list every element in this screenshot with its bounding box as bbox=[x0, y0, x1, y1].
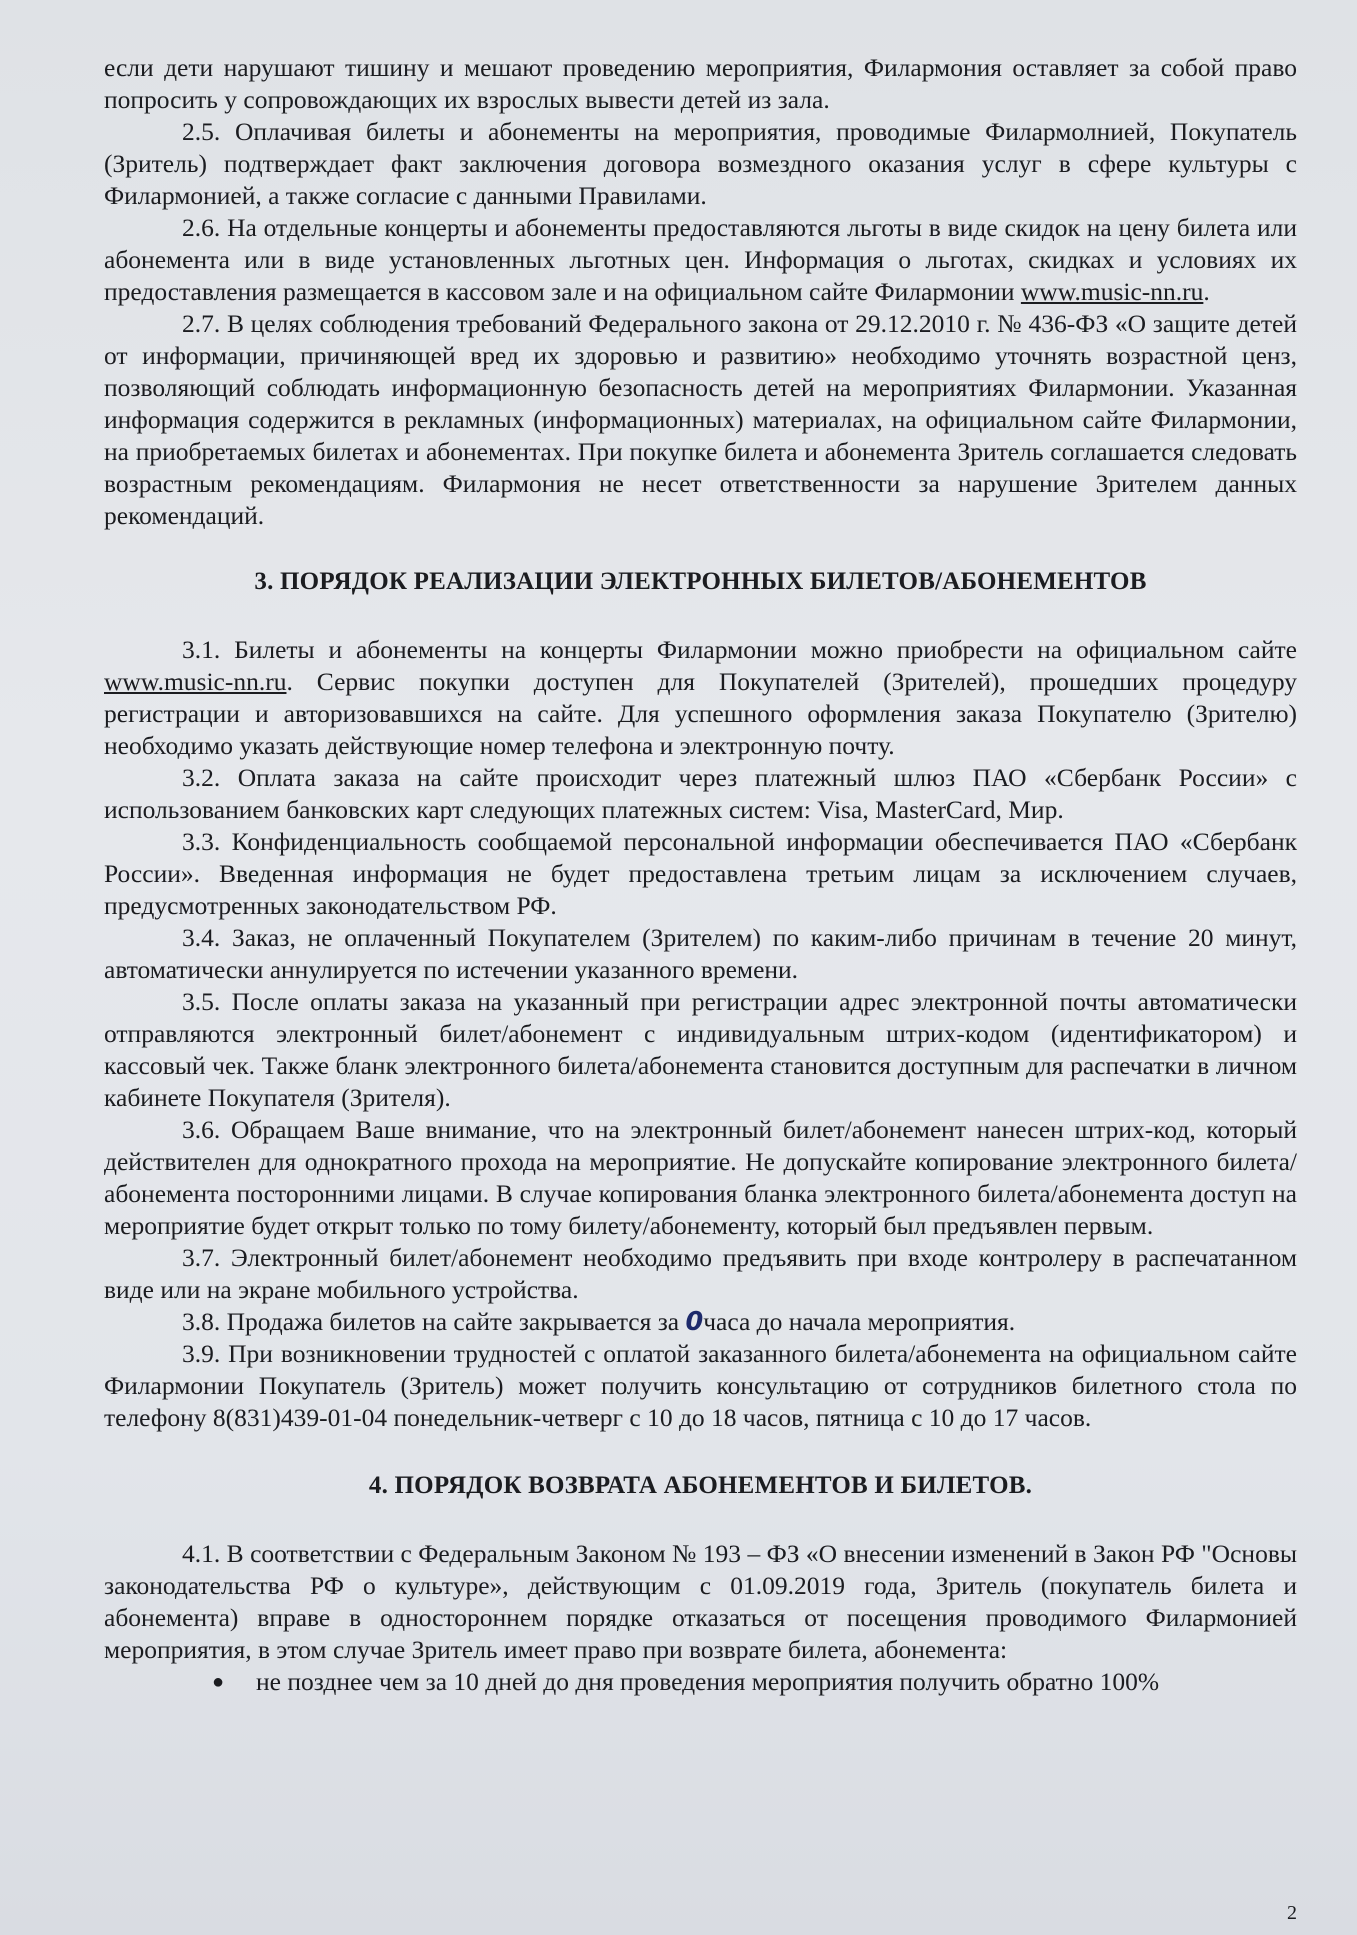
refund-conditions-list bbox=[104, 1666, 1297, 1698]
paragraph-3-8 bbox=[104, 1306, 1297, 1338]
paragraph-2-5: 2.5. Оплачивая билеты и абонементы на мероприятия, проводимые Филармолнией, Покупатель (Зритель) подтверждает факт заключения договора возмездного оказания услуг в сфере культуры с Филармонией, а также согласие с данными Правилами. bbox=[104, 117, 1297, 210]
paragraph-4-1: 4.1. В соответствии с Федеральным Законом № 193 – ФЗ «О внесении изменений в Закон РФ "Основы законодательства РФ о культуре», действующим с 01.09.2019 года, Зритель (покупатель билета и абонемента) вправе в одностороннем порядке отказаться от посещения проводимого Филармонией мероприятия, в этом случае Зритель имеет право при возврате билета, абонемента: bbox=[104, 1539, 1297, 1664]
section-3-heading: 3. ПОРЯДОК РЕАЛИЗАЦИИ ЭЛЕКТРОННЫХ БИЛЕТОВ/АБОНЕМЕНТОВ bbox=[254, 568, 1147, 595]
paragraph-3-5: 3.5. После оплаты заказа на указанный при регистрации адрес электронной почты автоматически отправляются электронный билет/абонемент с индивидуальным штрих-кодом (идентификатором) и кассовый чек. Также бланк электронного билета/абонемента становится доступным для распечатки в личном кабинете Покупателя (Зрителя). bbox=[104, 987, 1297, 1112]
page-number: 2 bbox=[1287, 1902, 1297, 1924]
paragraph-3-7: 3.7. Электронный билет/абонемент необходимо предъявить при входе контролеру в распечатанном виде или на экране мобильного устройства. bbox=[104, 1243, 1297, 1304]
list-item bbox=[104, 1666, 1297, 1698]
website-link[interactable]: www.music-nn.ru bbox=[1020, 277, 1204, 306]
paragraph-2-6-text: 2.6. На отдельные концерты и абонементы предоставляются льготы в виде скидок на цену билета или абонемента или в виде установленных льготных цен. Информация о льготах, скидках и условиях их предоставления размещается в кассовом зале и на официальном сайте Филармонии bbox=[104, 213, 1297, 306]
paragraph-3-9: 3.9. При возникновении трудностей с оплатой заказанного билета/абонемента на официальном сайте Филармонии Покупатель (Зритель) может получить консультацию от сотрудников билетного стола по телефону 8(831)439-01-04 понедельник-четверг с 10 до 18 часов, пятница с 10 до 17 часов. bbox=[104, 1339, 1297, 1432]
section-4-heading: 4. ПОРЯДОК ВОЗВРАТА АБОНЕМЕНТОВ И БИЛЕТОВ. bbox=[368, 1472, 1033, 1499]
paragraph-3-4: 3.4. Заказ, не оплаченный Покупателем (Зрителем) по каким-либо причинам в течение 20 минут, автоматически аннулируется по истечении указанного времени. bbox=[104, 923, 1297, 984]
paragraph-2-7: 2.7. В целях соблюдения требований Федерального закона от 29.12.2010 г. № 436-ФЗ «О защите детей от информации, причиняющей вред их здоровью и развитию» необходимо уточнять возрастной ценз, позволяющий соблюдать информационную безопасность детей на мероприятиях Филармонии. Указанная информация содержится в рекламных (информационных) материалах, на официальном сайте Филармонии, на приобретаемых билетах и абонементах. При покупке билета и абонемента Зритель соглашается следовать возрастным рекомендациям. Филармония не несет ответственности за нарушение Зрителем данных рекомендаций. bbox=[104, 309, 1297, 530]
paragraph-3-1-before: 3.1. Билеты и абонементы на концерты Филармонии можно приобрести на официальном сайте bbox=[182, 635, 1297, 664]
bullet-icon: ● bbox=[212, 1671, 225, 1693]
list-item-text: не позднее чем за 10 дней до дня проведения мероприятия получить обратно 100% bbox=[256, 1667, 1160, 1696]
paragraph-3-1-after: . Сервис покупки доступен для Покупателей (Зрителей), прошедших процедуру регистрации и авторизовавшихся на сайте. Для успешного оформления заказа Покупателю (Зрителю) необходимо указать действующие номер телефона и электронную почту. bbox=[104, 667, 1297, 760]
paragraph-continuation: если дети нарушают тишину и мешают проведению мероприятия, Филармония оставляет за собой право попросить у сопровождающих их взрослых вывести детей из зала. bbox=[104, 53, 1297, 114]
paragraph-3-3: 3.3. Конфиденциальность сообщаемой персональной информации обеспечивается ПАО «Сбербанк России». Введенная информация не будет предоставлена третьим лицам за исключением случаев, предусмотренных законодательством РФ. bbox=[104, 827, 1297, 920]
paragraph-2-6 bbox=[104, 212, 1297, 308]
paragraph-3-2: 3.2. Оплата заказа на сайте происходит через платежный шлюз ПАО «Сбербанк России» с использованием банковских карт следующих платежных систем: Visa, MasterCard, Мир. bbox=[104, 763, 1297, 824]
handwritten-digit: 0 bbox=[685, 1307, 704, 1337]
paragraph-2-6-tail: . bbox=[1203, 277, 1210, 306]
paragraph-3-8-after: часа до начала мероприятия. bbox=[703, 1307, 1016, 1336]
document-body bbox=[104, 52, 1297, 1698]
paragraph-3-1 bbox=[104, 634, 1297, 762]
website-link[interactable]: www.music-nn.ru bbox=[104, 667, 287, 696]
paragraph-3-6: 3.6. Обращаем Ваше внимание, что на электронный билет/абонемент нанесен штрих-код, который действителен для однократного прохода на мероприятие. Не допускайте копирование электронного билета/абонемента посторонними лицами. В случае копирования бланка электронного билета/абонемента доступ на мероприятие будет открыт только по тому билету/абонементу, который был предъявлен первым. bbox=[104, 1115, 1297, 1240]
paragraph-3-8-before: 3.8. Продажа билетов на сайте закрывается за bbox=[182, 1307, 686, 1336]
